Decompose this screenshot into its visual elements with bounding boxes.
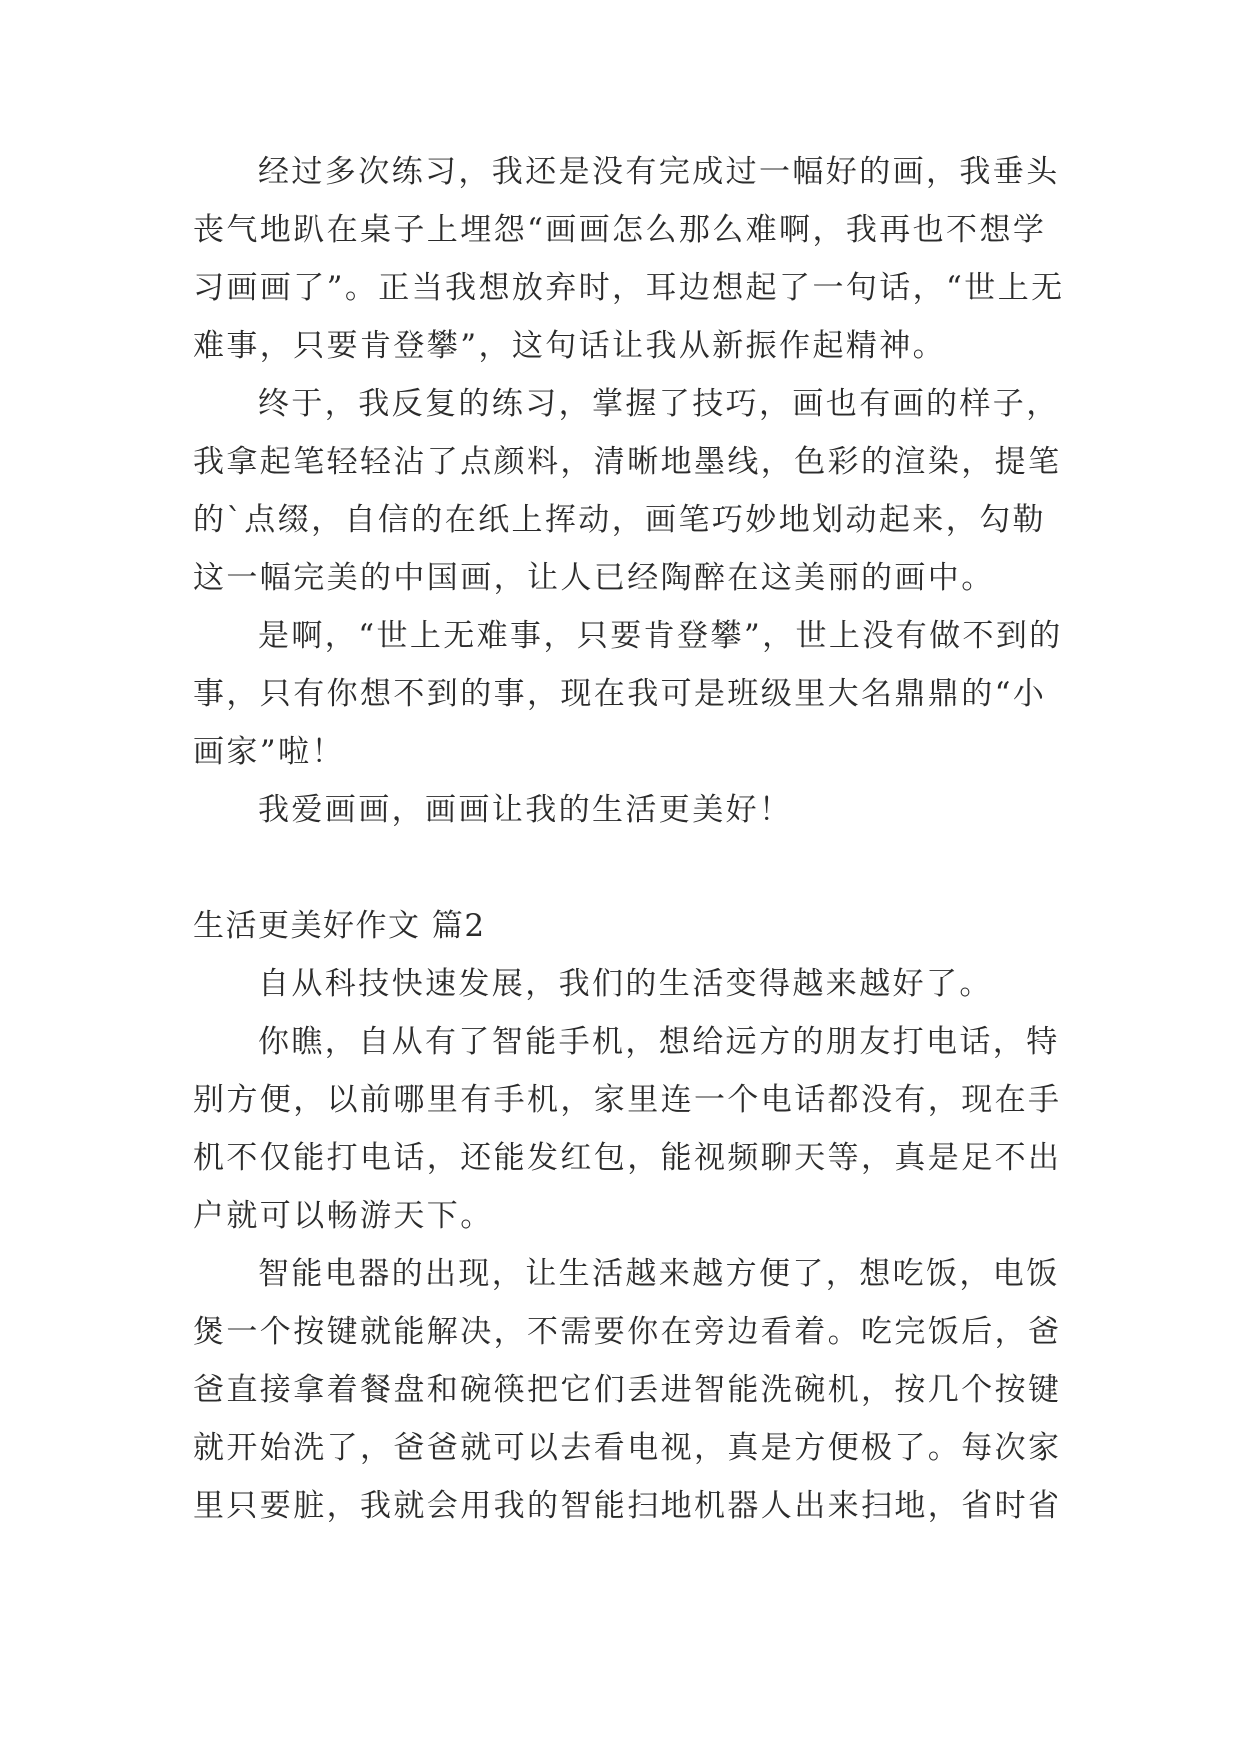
text-line: 我拿起笔轻轻沾了点颜料，清晰地墨线，色彩的渲染，提笔 — [193, 444, 1062, 480]
text-line: 事，只有你想不到的事，现在我可是班级里大名鼎鼎的“小 — [193, 676, 1047, 712]
text-line: 丧气地趴在桌子上埋怨“画画怎么那么难啊，我再也不想学 — [193, 212, 1047, 248]
text-line: 经过多次练习，我还是没有完成过一幅好的画，我垂头 — [258, 154, 1060, 190]
text-line: 习画画了”。正当我想放弃时，耳边想起了一句话，“世上无 — [193, 270, 1065, 306]
text-line: 别方便，以前哪里有手机，家里连一个电话都没有，现在手 — [193, 1082, 1062, 1118]
section-heading: 生活更美好作文 篇2 — [193, 908, 486, 944]
text-line: 的`点缀，自信的在纸上挥动，画笔巧妙地划动起来，勾勒 — [193, 502, 1046, 538]
text-line: 机不仅能打电话，还能发红包，能视频聊天等，真是足不出 — [193, 1140, 1062, 1176]
text-line: 智能电器的出现，让生活越来越方便了，想吃饭，电饭 — [258, 1256, 1060, 1292]
text-line: 就开始洗了，爸爸就可以去看电视，真是方便极了。每次家 — [193, 1430, 1062, 1466]
text-line: 自从科技快速发展，我们的生活变得越来越好了。 — [258, 966, 993, 1002]
text-line: 这一幅完美的中国画，让人已经陶醉在这美丽的画中。 — [193, 560, 995, 596]
text-line: 我爱画画，画画让我的生活更美好！ — [258, 792, 793, 828]
text-line: 爸直接拿着餐盘和碗筷把它们丢进智能洗碗机，按几个按键 — [193, 1372, 1062, 1408]
text-line: 画家”啦！ — [193, 734, 345, 770]
text-line: 难事，只要肯登攀”，这句话让我从新振作起精神。 — [193, 328, 947, 364]
text-line: 煲一个按键就能解决，不需要你在旁边看着。吃完饭后，爸 — [193, 1314, 1062, 1350]
text-line: 终于，我反复的练习，掌握了技巧，画也有画的样子， — [258, 386, 1060, 422]
text-line: 你瞧，自从有了智能手机，想给远方的朋友打电话，特 — [258, 1024, 1060, 1060]
text-line: 户就可以畅游天下。 — [193, 1198, 494, 1234]
text-line: 里只要脏，我就会用我的智能扫地机器人出来扫地，省时省 — [193, 1488, 1062, 1524]
text-line: 是啊，“世上无难事，只要肯登攀”，世上没有做不到的 — [258, 618, 1063, 654]
